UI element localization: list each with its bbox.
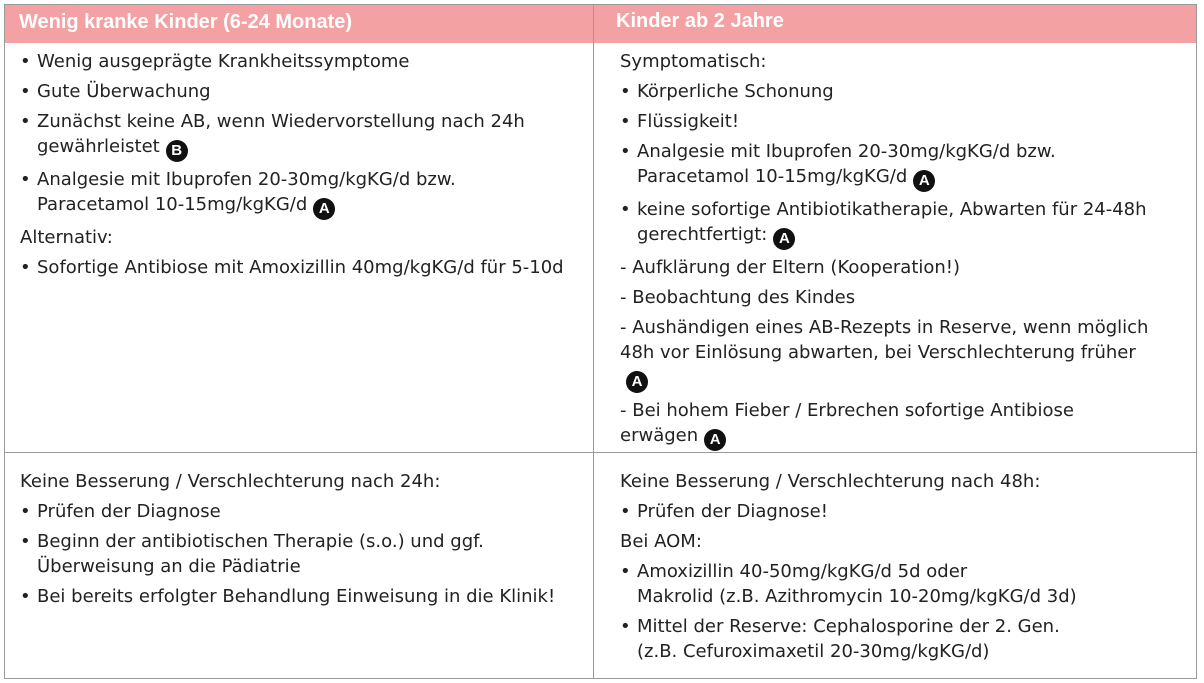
list-item: • Beginn der antibiotischen Therapie (s.o.) und ggf. Überweisung an die Pädiatrie <box>20 529 573 579</box>
evidence-badge: A <box>626 371 648 393</box>
header-left <box>5 5 594 43</box>
no-improvement-24h-label: Keine Besserung / Verschlechterung nach 24h: <box>20 471 441 492</box>
evidence-badge: B <box>166 140 188 162</box>
sub-item: - Aufklärung der Eltern (Kooperation!) <box>620 257 961 278</box>
cell-top-right <box>594 43 1196 453</box>
list-item: • Wenig ausgeprägte Krankheitssymptome <box>20 49 573 74</box>
header-right-text: Kinder ab 2 Jahre <box>616 10 784 32</box>
alternative-label: Alternativ: <box>20 227 113 248</box>
list-item: • Prüfen der Diagnose <box>20 499 573 524</box>
header-right <box>594 5 1196 43</box>
list-item: • Körperliche Schonung <box>620 79 1156 104</box>
list-item: • Analgesie mit Ibuprofen 20-30mg/kgKG/d bzw. Paracetamol 10-15mg/kgKG/d A <box>20 167 573 220</box>
list-item: • keine sofortige Antibiotikatherapie, Abwarten für 24-48h gerechtfertigt: A <box>620 197 1156 250</box>
sub-item: - Aushändigen eines AB-Rezepts in Reserve, wenn möglich 48h vor Einlösung abwarten, bei Verschlechterung früherA <box>620 315 1156 393</box>
list-item: • Analgesie mit Ibuprofen 20-30mg/kgKG/d bzw. Paracetamol 10-15mg/kgKG/d A <box>620 139 1156 192</box>
list-item: • Bei bereits erfolgter Behandlung Einweisung in die Klinik! <box>20 584 573 609</box>
list-item: • Amoxizillin 40-50mg/kgKG/d 5d oder Makrolid (z.B. Azithromycin 10-20mg/kgKG/d 3d) <box>620 559 1156 609</box>
evidence-badge: A <box>913 170 935 192</box>
sub-item: - Bei hohem Fieber / Erbrechen sofortige Antibiose erwägen A <box>620 398 1156 451</box>
cell-bottom-left <box>5 453 594 678</box>
no-improvement-48h-label: Keine Besserung / Verschlechterung nach 48h: <box>620 471 1041 492</box>
evidence-badge: A <box>704 429 726 451</box>
symptomatic-label: Symptomatisch: <box>620 51 767 72</box>
list-item: • Prüfen der Diagnose! <box>620 499 1156 524</box>
list-item: • Mittel der Reserve: Cephalosporine der 2. Gen. (z.B. Cefuroximaxetil 20-30mg/kgKG/d) <box>620 614 1156 664</box>
cell-bottom-right <box>594 453 1196 678</box>
list-item: • Zunächst keine AB, wenn Wiedervorstellung nach 24h gewährleistet B <box>20 109 573 162</box>
list-item: • Flüssigkeit! <box>620 109 1156 134</box>
cell-top-left <box>5 43 594 453</box>
sub-item: - Beobachtung des Kindes <box>620 287 856 308</box>
header-left-text: Wenig kranke Kinder (6-24 Monate) <box>19 11 353 33</box>
treatment-table <box>4 4 1197 679</box>
evidence-badge: A <box>313 198 335 220</box>
list-item: • Gute Überwachung <box>20 79 573 104</box>
aom-label: Bei AOM: <box>620 531 702 552</box>
list-item: • Sofortige Antibiose mit Amoxizillin 40mg/kgKG/d für 5-10d <box>20 255 573 280</box>
evidence-badge: A <box>773 228 795 250</box>
